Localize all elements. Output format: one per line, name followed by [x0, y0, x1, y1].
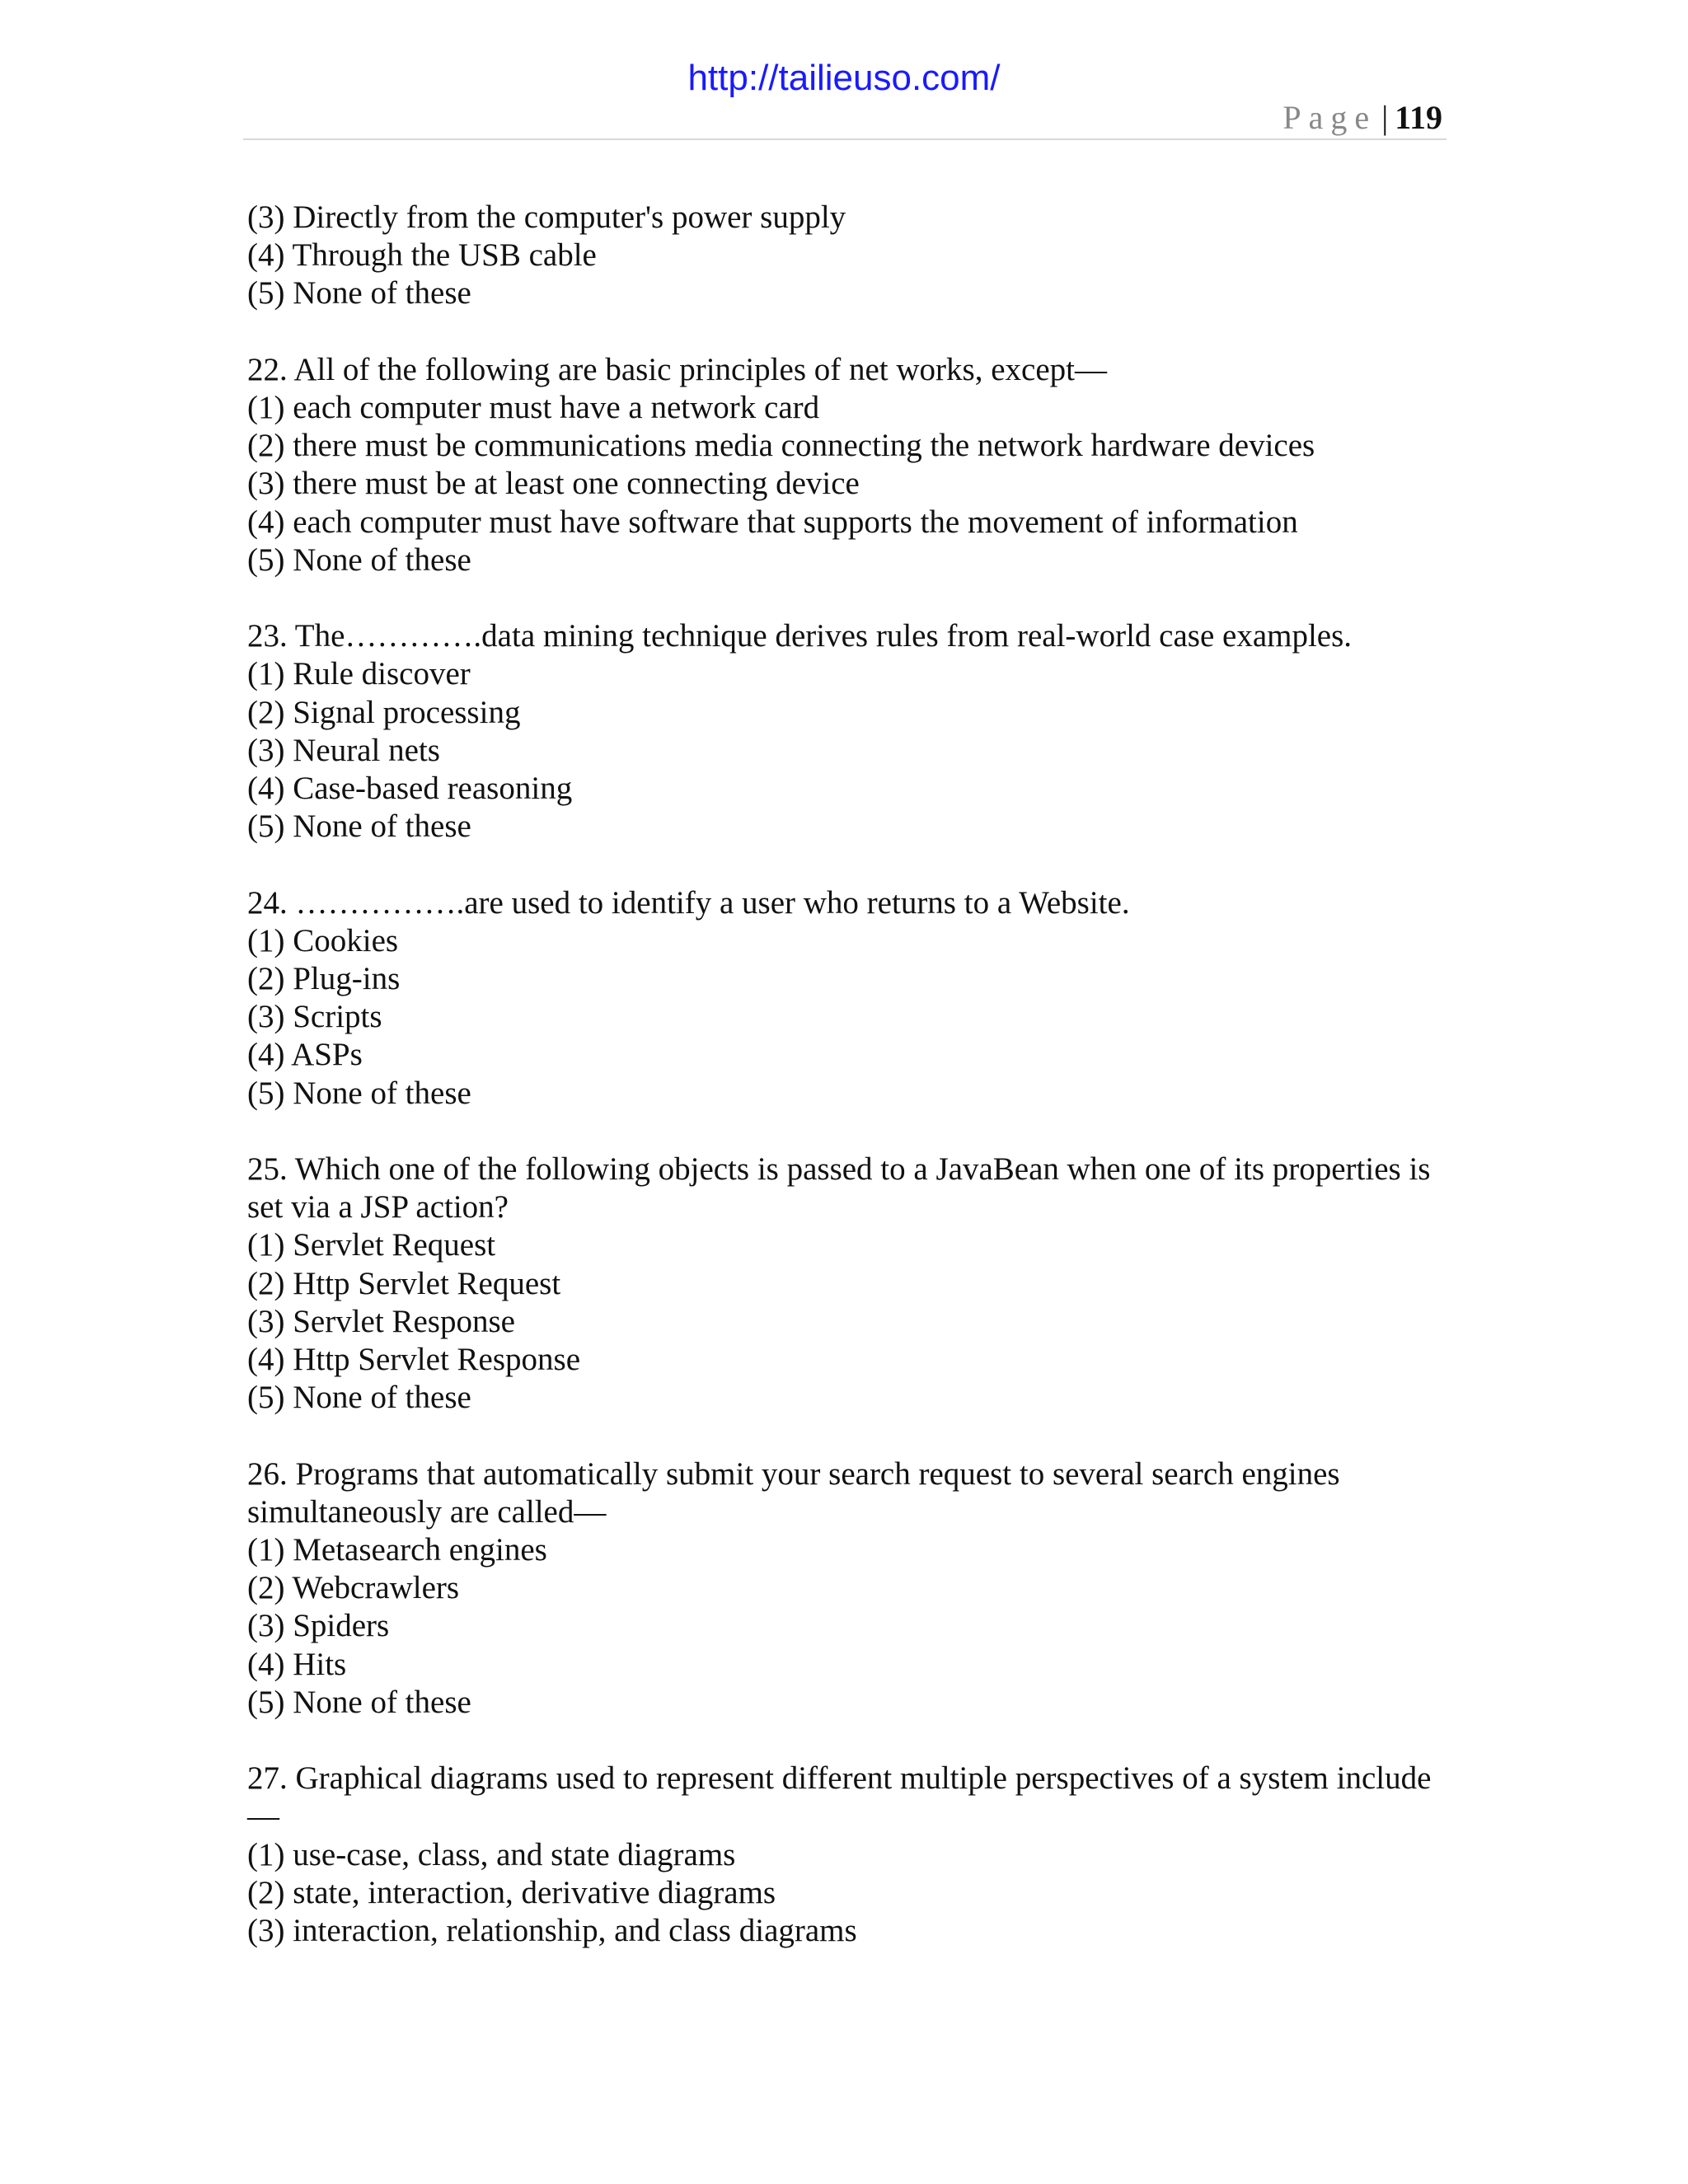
question-stem: 22. All of the following are basic principles of net works, except— — [247, 351, 1107, 387]
option: (5) None of these — [247, 1684, 471, 1720]
option: (2) Signal processing — [247, 694, 521, 730]
option: (1) use-case, class, and state diagrams — [247, 1836, 736, 1872]
option: (3) Neural nets — [247, 732, 440, 768]
option: (2) Http Servlet Request — [247, 1265, 561, 1301]
option: (1) Metasearch engines — [247, 1532, 547, 1568]
option: (5) None of these — [247, 1380, 471, 1416]
page-word: Page — [1282, 99, 1377, 136]
question-stem: 27. Graphical diagrams used to represent different multiple perspectives of a system include— — [247, 1760, 1432, 1835]
option: (3) Servlet Response — [247, 1303, 515, 1339]
option: (5) None of these — [247, 275, 471, 312]
option: (2) Plug-ins — [247, 961, 401, 997]
option: (2) state, interaction, derivative diagrams — [247, 1874, 776, 1910]
question-21-continued — [247, 199, 1459, 313]
option: (3) Directly from the computer's power supply — [247, 199, 846, 235]
question-list — [247, 199, 1459, 1988]
option: (1) Rule discover — [247, 656, 471, 692]
question-27 — [247, 1760, 1459, 1950]
page-number-label — [1282, 97, 1442, 138]
question-stem: 26. Programs that automatically submit your search request to several search engines simultaneously are called— — [247, 1455, 1348, 1530]
page-number: 119 — [1395, 99, 1442, 136]
option: (3) Spiders — [247, 1608, 390, 1644]
option: (1) Servlet Request — [247, 1227, 496, 1263]
option: (4) Http Servlet Response — [247, 1342, 581, 1378]
question-stem: 23. The………….data mining technique derives rules from real-world case examples. — [247, 618, 1353, 654]
option: (4) Case-based reasoning — [247, 771, 573, 807]
option: (4) Through the USB cable — [247, 237, 597, 274]
question-25 — [247, 1151, 1459, 1417]
question-22 — [247, 351, 1459, 579]
option: (4) each computer must have software that supports the movement of information — [247, 504, 1298, 540]
option: (1) each computer must have a network card — [247, 390, 820, 425]
option: (4) ASPs — [247, 1037, 363, 1073]
question-26 — [247, 1455, 1459, 1722]
source-url-link[interactable]: http://tailieuso.com/ — [687, 58, 1001, 98]
question-23 — [247, 617, 1459, 846]
page-separator: | — [1381, 99, 1389, 136]
question-stem: 25. Which one of the following objects is passed to a JavaBean when one of its properties is set via a JSP action? — [247, 1151, 1439, 1226]
question-24 — [247, 884, 1459, 1113]
option: (3) Scripts — [247, 999, 382, 1035]
option: (5) None of these — [247, 808, 471, 845]
option: (1) Cookies — [247, 922, 399, 958]
option: (3) interaction, relationship, and class diagrams — [247, 1913, 857, 1949]
option: (4) Hits — [247, 1646, 347, 1682]
question-stem: 24. …………….are used to identify a user who returns to a Website. — [247, 884, 1130, 921]
option: (2) there must be communications media connecting the network hardware devices — [247, 428, 1315, 464]
option: (5) None of these — [247, 541, 471, 578]
option: (5) None of these — [247, 1075, 471, 1111]
option: (3) there must be at least one connecting device — [247, 466, 860, 502]
option: (2) Webcrawlers — [247, 1570, 460, 1606]
header-divider — [243, 138, 1447, 140]
